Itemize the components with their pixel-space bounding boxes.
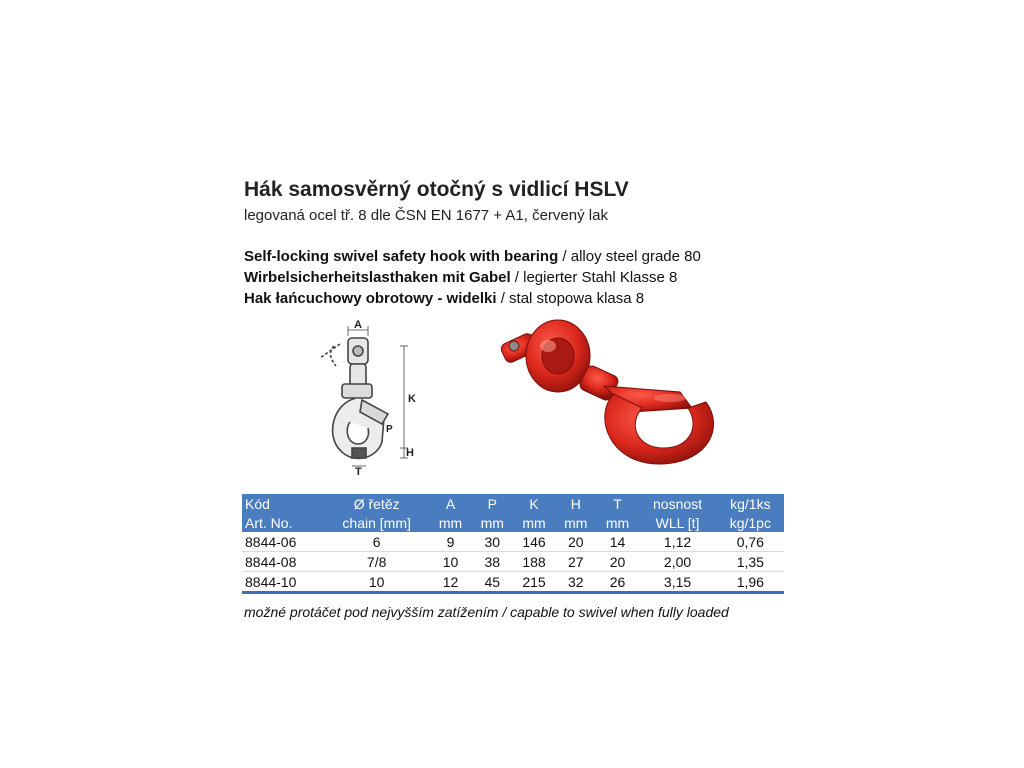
table-header-row [242,513,784,532]
header-t: T [597,494,639,513]
cell-weight: 0,76 [717,532,784,552]
header-k: K [513,494,555,513]
header-wll: nosnost [638,494,716,513]
dimension-h-label: H [406,447,414,459]
header-a: A [430,494,472,513]
polish-name: Hak łańcuchowy obrotowy - widelki [244,290,497,307]
cell-h: 20 [555,532,597,552]
cell-weight: 1,35 [717,552,784,572]
cell-a: 9 [430,532,472,552]
english-description [244,248,701,265]
german-name: Wirbelsicherheitslasthaken mit Gabel [244,269,511,286]
german-material: / legierter Stahl Klasse 8 [510,269,678,286]
cell-h: 27 [555,552,597,572]
header-h: H [555,494,597,513]
header-chain: Ø řetěz [324,494,430,513]
polish-material: / stal stopowa klasa 8 [496,290,645,307]
cell-k: 215 [513,572,555,593]
cell-code: 8844-10 [242,572,324,593]
cell-a: 12 [430,572,472,593]
dimension-a-label: A [354,319,362,331]
header-wll-unit: WLL [t] [638,513,716,532]
header-weight: kg/1ks [717,494,784,513]
english-name: Self-locking swivel safety hook with bearing [244,248,559,265]
cell-chain: 10 [324,572,430,593]
footnote: možné protáčet pod nejvyšším zatížením / capable to swivel when fully loaded [244,604,729,620]
cell-wll: 3,15 [638,572,716,593]
header-p: P [471,494,513,513]
cell-k: 188 [513,552,555,572]
cell-a: 10 [430,552,472,572]
header-weight-unit: kg/1pc [717,513,784,532]
table-row [242,532,784,552]
german-description [244,269,677,286]
cell-t: 20 [597,552,639,572]
cell-k: 146 [513,532,555,552]
cell-t: 14 [597,532,639,552]
product-subtitle: legovaná ocel tř. 8 dle ČSN EN 1677 + A1, červený lak [244,207,608,224]
header-code: Kód [242,494,324,513]
header-h-unit: mm [555,513,597,532]
specification-table [242,494,784,594]
header-a-unit: mm [430,513,472,532]
polish-description [244,290,644,307]
cell-chain: 6 [324,532,430,552]
cell-t: 26 [597,572,639,593]
cell-code: 8844-06 [242,532,324,552]
cell-wll: 1,12 [638,532,716,552]
header-art-no: Art. No. [242,513,324,532]
product-title: Hák samosvěrný otočný s vidlicí HSLV [244,178,629,201]
header-chain-unit: chain [mm] [324,513,430,532]
cell-p: 38 [471,552,513,572]
header-k-unit: mm [513,513,555,532]
cell-wll: 2,00 [638,552,716,572]
cell-p: 45 [471,572,513,593]
header-p-unit: mm [471,513,513,532]
cell-h: 32 [555,572,597,593]
dimension-diagram [296,318,426,476]
table-row [242,572,784,593]
table-header-row [242,494,784,513]
dimension-p-label: P [386,424,393,435]
dimension-t-label: T [355,466,362,476]
cell-p: 30 [471,532,513,552]
dimension-k-label: K [408,393,416,405]
header-t-unit: mm [597,513,639,532]
cell-chain: 7/8 [324,552,430,572]
product-photo [492,316,732,476]
cell-weight: 1,96 [717,572,784,593]
table-row [242,552,784,572]
cell-code: 8844-08 [242,552,324,572]
english-material: / alloy steel grade 80 [558,248,701,265]
